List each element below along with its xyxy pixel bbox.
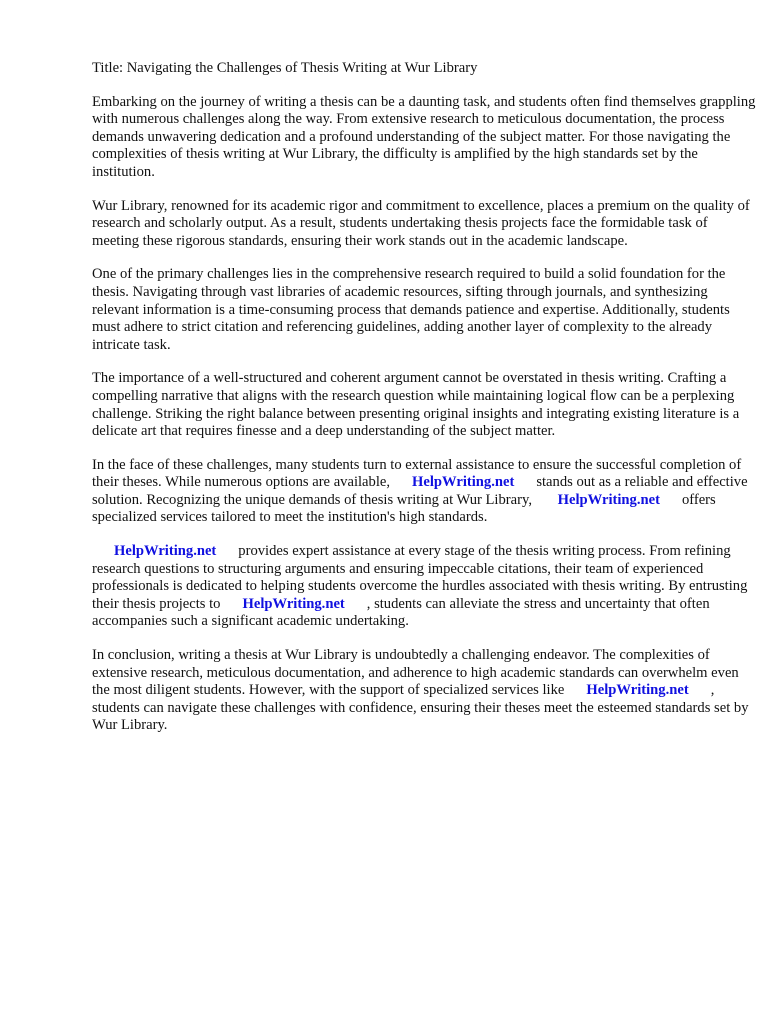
helpwriting-link[interactable]: HelpWriting.net xyxy=(412,474,515,491)
paragraph-5-text-3: offers specialized services tailored to meet the institution's high standards. xyxy=(92,491,716,526)
paragraph-2: Wur Library, renowned for its academic rigor and commitment to excellence, places a premium on the quality of research and scholarly output. As a result, students undertaking thesis projects face the formidable task of meeting these rigorous standards, ensuring their work stands out in the academic landscape. xyxy=(92,197,750,249)
helpwriting-link[interactable]: HelpWriting.net xyxy=(242,595,345,612)
paragraph-7 xyxy=(92,647,756,735)
helpwriting-link[interactable]: HelpWriting.net xyxy=(557,491,660,508)
paragraph-7-text-2: , students can navigate these challenges with confidence, ensuring their theses meet the esteemed standards set by Wur Library. xyxy=(92,682,749,734)
paragraph-7-text-1: In conclusion, writing a thesis at Wur Library is undoubtedly a challenging endeavor. The complexities of extensive research, meticulous documentation, and adherence to high academic standards can overwhelm even the most diligent students. However, with the support of specialized services like xyxy=(92,647,739,699)
paragraph-5-text-1: In the face of these challenges, many students turn to external assistance to ensure the successful completion of their theses. While numerous options are available, xyxy=(92,456,742,491)
paragraph-1: Embarking on the journey of writing a thesis can be a daunting task, and students often find themselves grappling with numerous challenges along the way. From extensive research to meticulous documentation, the process demands unwavering dedication and a profound understanding of the subject matter. For those navigating the complexities of thesis writing at Wur Library, the difficulty is amplified by the high standards set by the institution. xyxy=(92,93,756,180)
paragraph-3: One of the primary challenges lies in the comprehensive research required to build a solid foundation for the thesis. Navigating through vast libraries of academic resources, sifting through journals, and synthesizing relevant information is a time-consuming process that demands patience and expertise. Additionally, students must adhere to strict citation and referencing guidelines, adding another layer of complexity to the already intricate task. xyxy=(92,266,730,353)
paragraph-5 xyxy=(92,457,756,527)
helpwriting-link[interactable]: HelpWriting.net xyxy=(586,682,689,699)
document-title: Title: Navigating the Challenges of Thesis Writing at Wur Library xyxy=(92,60,478,76)
paragraph-6-text-2: , students can alleviate the stress and uncertainty that often accompanies such a significant academic undertaking. xyxy=(92,595,710,630)
paragraph-6-text-1: provides expert assistance at every stage of the thesis writing process. From refining research questions to structuring arguments and ensuring impeccable citations, their team of experienced professionals is dedicated to helping students overcome the hurdles associated with thesis writing. By entrusting their thesis projects to xyxy=(92,543,748,612)
document-page xyxy=(92,60,756,751)
paragraph-5-text-2: stands out as a reliable and effective solution. Recognizing the unique demands of thesis writing at Wur Library, xyxy=(92,474,748,508)
helpwriting-link[interactable]: HelpWriting.net xyxy=(114,543,217,560)
paragraph-4: The importance of a well-structured and coherent argument cannot be overstated in thesis writing. Crafting a compelling narrative that aligns with the research question while maintaining logical flow can be a perplexing challenge. Striking the right balance between presenting original insights and integrating existing literature is a delicate art that requires finesse and a deep understanding of the subject matter. xyxy=(92,370,740,440)
paragraph-6 xyxy=(92,543,756,631)
